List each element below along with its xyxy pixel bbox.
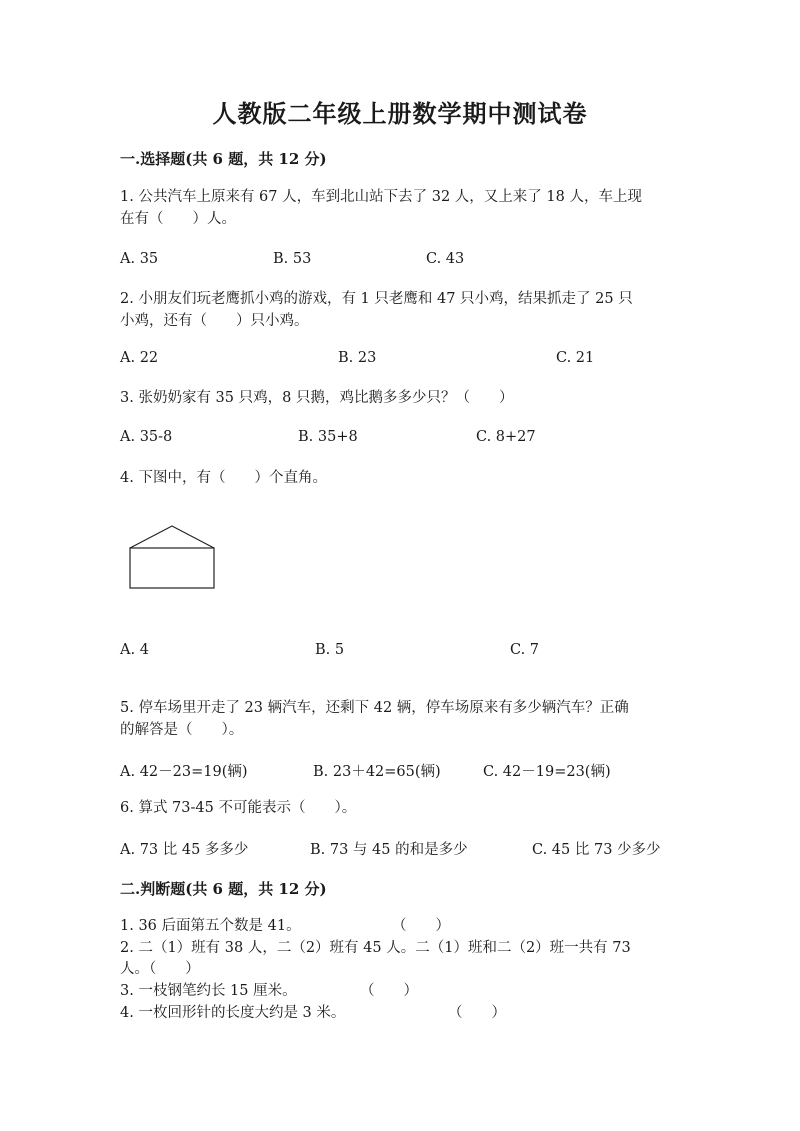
question-1-option-c: C. 43 xyxy=(426,251,465,267)
house-shape-figure xyxy=(128,524,218,590)
question-2-option-a: A. 22 xyxy=(120,350,159,366)
question-1-line-1: 1. 公共汽车上原来有 67 人，车到北山站下去了 32 人，又上来了 18 人，车上现 xyxy=(120,189,642,205)
question-5-option-c: C. 42－19=23(辆) xyxy=(483,764,611,780)
judgment-3-text: 3. 一枝钢笔约长 15 厘米。 xyxy=(120,983,297,999)
question-1-option-a: A. 35 xyxy=(120,251,159,267)
judgment-4-bracket: （ ） xyxy=(448,1005,506,1021)
question-6-option-b: B. 73 与 45 的和是多少 xyxy=(310,842,468,858)
question-5-option-a: A. 42－23=19(辆) xyxy=(120,764,248,780)
question-3-option-b: B. 35+8 xyxy=(298,429,358,445)
question-4-option-c: C. 7 xyxy=(510,642,540,658)
question-6-line-1: 6. 算式 73-45 不可能表示（ ）。 xyxy=(120,800,357,816)
page-title: 人教版二年级上册数学期中测试卷 xyxy=(212,99,588,128)
figure-roof-triangle xyxy=(130,526,214,548)
section-heading-judgment: 二.判断题(共 6 题，共 12 分) xyxy=(120,880,327,898)
question-5-line-1: 5. 停车场里开走了 23 辆汽车，还剩下 42 辆，停车场原来有多少辆汽车？正确 xyxy=(120,700,629,716)
judgment-4-text: 4. 一枚回形针的长度大约是 3 米。 xyxy=(120,1005,346,1021)
question-2-line-2: 小鸡，还有（ ）只小鸡。 xyxy=(120,313,309,329)
question-2-line-1: 2. 小朋友们玩老鹰抓小鸡的游戏，有 1 只老鹰和 47 只小鸡，结果抓走了 25 只 xyxy=(120,291,633,307)
question-1-option-b: B. 53 xyxy=(273,251,312,267)
question-3-option-a: A. 35-8 xyxy=(120,429,173,445)
question-1-line-2: 在有（ ）人。 xyxy=(120,211,236,227)
judgment-1-text: 1. 36 后面第五个数是 41。 xyxy=(120,918,301,934)
question-6-option-a: A. 73 比 45 多多少 xyxy=(120,842,249,858)
judgment-2-text: 2. 二（1）班有 38 人，二（2）班有 45 人。二（1）班和二（2）班一共有 73 xyxy=(120,940,631,956)
question-4-option-b: B. 5 xyxy=(315,642,345,658)
judgment-1-bracket: （ ） xyxy=(392,918,450,934)
question-2-option-c: C. 21 xyxy=(556,350,595,366)
question-5-option-b: B. 23＋42=65(辆) xyxy=(313,764,441,780)
section-heading-choice: 一.选择题(共 6 题，共 12 分) xyxy=(120,150,327,168)
question-6-option-c: C. 45 比 73 少多少 xyxy=(532,842,661,858)
question-4-line-1: 4. 下图中，有（ ）个直角。 xyxy=(120,470,327,486)
question-4-option-a: A. 4 xyxy=(120,642,149,658)
figure-rectangle xyxy=(130,548,214,588)
question-5-line-2: 的解答是（ ）。 xyxy=(120,722,244,738)
judgment-2-line-2: 人。（ ） xyxy=(120,961,200,977)
question-3-line-1: 3. 张奶奶家有 35 只鸡，8 只鹅，鸡比鹅多多少只？（ ） xyxy=(120,390,514,406)
question-3-option-c: C. 8+27 xyxy=(476,429,536,445)
judgment-3-bracket: （ ） xyxy=(360,983,418,999)
question-2-option-b: B. 23 xyxy=(338,350,377,366)
